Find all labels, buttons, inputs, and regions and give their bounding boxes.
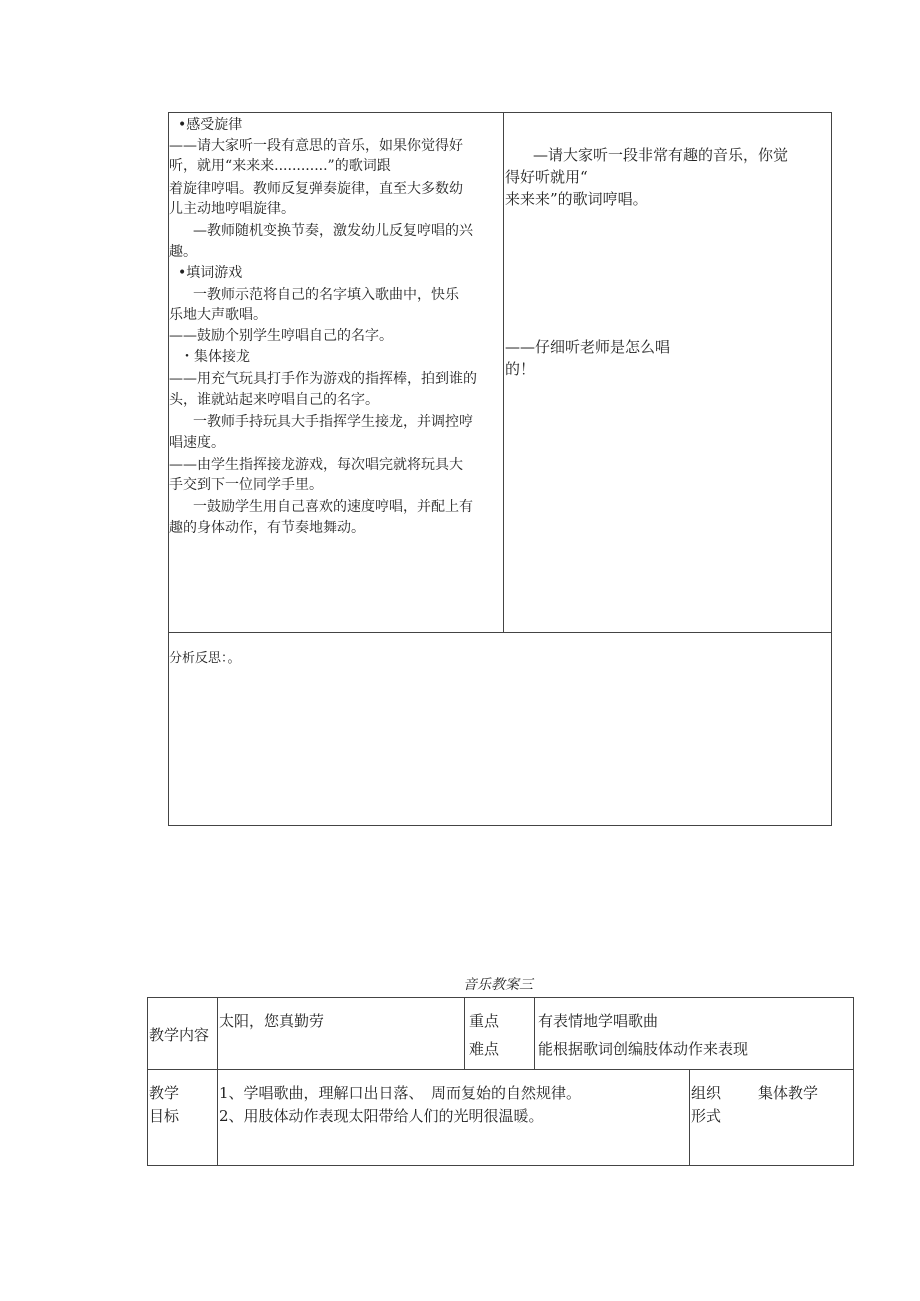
text-line: 乐地大声歌唱。 [169,307,267,323]
goal-label: 教学 [149,1084,180,1102]
text-line: 唱速度。 [169,435,225,451]
table1-divider-horizontal [168,632,832,633]
text-line: —教师随机变换节奏，激发幼儿反复哼唱的兴 [193,223,473,239]
organization-label: 组织 [691,1084,722,1102]
key-point-label: 重点 [469,1012,500,1030]
text-line: 一教师手持玩具大手指挥学生接龙，并调控哼 [193,414,473,430]
table2-border-top [147,997,854,998]
prompt-line: 得好听就用“ [505,168,588,186]
text-line: 儿主动地哼唱旋律。 [169,201,295,217]
prompt-line: ——仔细听老师是怎么唱 [505,338,671,356]
prompt-line: 来来来”的歌词哼唱。 [505,190,648,208]
section-title-fill-words: •填词游戏 [178,265,243,281]
key-point-value: 有表情地学唱歌曲 [538,1012,659,1030]
organization-value: 集体教学 [758,1084,819,1102]
goal-label: 目标 [149,1107,180,1125]
text-line: 趣的身体动作，有节奏地舞动。 [169,520,365,536]
difficulty-value: 能根据歌词创编肢体动作来表现 [538,1040,749,1058]
analysis-label: 分析反思：。 [169,651,241,666]
text-line: ——鼓励个别学生哼唱自己的名字。 [169,328,393,344]
page-title: 音乐教案三 [463,977,533,993]
table2-col-divider-2 [464,997,465,1070]
table2-col-divider-4 [689,1069,690,1166]
text-line: 一教师示范将自己的名字填入歌曲中，快乐 [193,287,459,303]
text-line: 头，谁就站起来哼唱自己的名字。 [169,392,379,408]
table2-col-divider-3 [534,997,535,1070]
table1-border-top [168,112,832,113]
text-line: 着旋律哼唱。教师反复弹奏旋律，直至大多数幼 [169,181,463,197]
text-line: 手交到下一位同学手里。 [169,477,323,493]
organization-label: 形式 [691,1107,722,1125]
text-line: ——用充气玩具打手作为游戏的指挥棒，拍到谁的 [169,371,477,387]
difficulty-label: 难点 [469,1040,500,1058]
table2-border-bottom [147,1165,854,1166]
prompt-line: —请大家听一段非常有趣的音乐，你觉 [533,146,789,164]
table1-border-bottom [168,825,832,826]
section-title-relay: ・集体接龙 [180,349,250,365]
section-title-melody: •感受旋律 [178,117,243,133]
table2-border-right [853,997,854,1166]
text-line: ——请大家听一段有意思的音乐，如果你觉得好 [169,138,463,154]
table1-divider-vertical [503,112,504,633]
content-value: 太阳，您真勤劳 [219,1012,325,1030]
table2-row-divider [147,1069,854,1070]
table2-col-divider-1 [217,997,218,1166]
prompt-line: 的！ [505,360,536,378]
text-line: 一鼓励学生用自己喜欢的速度哼唱，并配上有 [193,499,473,515]
content-label: 教学内容 [149,1026,210,1044]
table1-border-right [831,112,832,826]
text-line: ——由学生指挥接龙游戏，每次唱完就将玩具大 [169,457,463,473]
goal-item: 2、用肢体动作表现太阳带给人们的光明很温暖。 [219,1107,544,1125]
text-line: 趣。 [169,244,197,260]
table2-border-left [147,997,148,1166]
goal-item: 1、学唱歌曲，理解口出日落、 周而复始的自然规律。 [219,1084,582,1102]
text-line: 听，就用“来来来............”的歌词跟 [169,158,391,174]
